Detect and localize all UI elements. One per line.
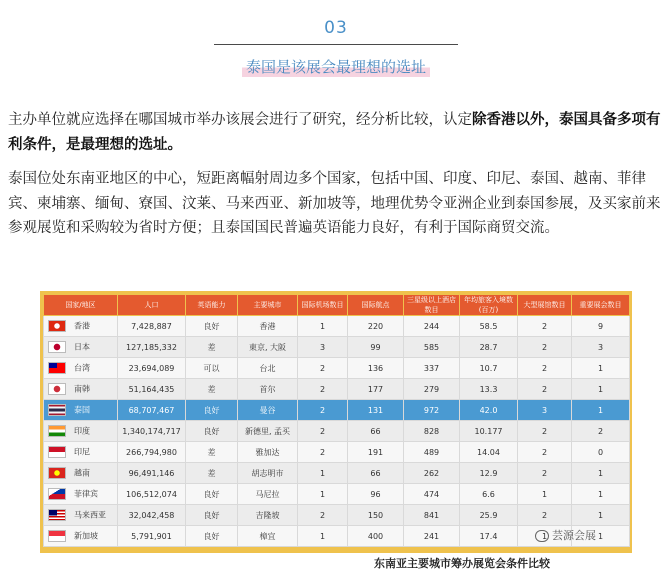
- table-cell: 1: [572, 400, 630, 421]
- vn-flag-icon: [48, 467, 66, 479]
- country-cell: [44, 463, 118, 484]
- table-cell: 台北: [238, 358, 298, 379]
- table-cell: 2: [298, 442, 348, 463]
- country-name: 日本: [74, 342, 90, 352]
- column-header: 大型展馆数目: [518, 295, 572, 316]
- table-cell: 1,340,174,717: [118, 421, 186, 442]
- my-flag-icon: [48, 509, 66, 521]
- table-row: [44, 358, 630, 379]
- column-header: 人口: [118, 295, 186, 316]
- table-cell: 150: [348, 505, 404, 526]
- table-cell: 10.7: [460, 358, 518, 379]
- table-cell: 1: [518, 526, 572, 547]
- table-cell: 241: [404, 526, 460, 547]
- watermark: [535, 527, 596, 543]
- table-cell: 2: [298, 400, 348, 421]
- table-cell: 差: [186, 379, 238, 400]
- section-title-text: 泰国是该展会最理想的选址: [242, 56, 430, 77]
- table-cell: 2: [298, 379, 348, 400]
- country-name: 印度: [74, 426, 90, 436]
- thailand-paragraph: 泰国位处东南亚地区的中心，短距离幅射周边多个国家，包括中国、印度、印尼、泰国、越南、菲律宾、柬埔寨、缅甸、寮国、汶莱、马来西亚、新加坡等，地理优势令亚洲企业到泰国参展，及买家前来参观展览和采购较为省时方便；且泰国国民普遍英语能力良好，有利于国际商贸交流。: [8, 171, 661, 236]
- table-cell: 191: [348, 442, 404, 463]
- table-cell: 首尔: [238, 379, 298, 400]
- table-row: [44, 379, 630, 400]
- table-cell: 1: [298, 463, 348, 484]
- table-cell: 1: [298, 526, 348, 547]
- table-cell: 828: [404, 421, 460, 442]
- table-cell: 131: [348, 400, 404, 421]
- table-cell: 3: [572, 337, 630, 358]
- id-flag-icon: [48, 446, 66, 458]
- table-cell: 東京, 大阪: [238, 337, 298, 358]
- country-cell: [44, 379, 118, 400]
- table-cell: 1: [298, 316, 348, 337]
- country-name: 台湾: [74, 363, 90, 373]
- column-header: 主要城市: [238, 295, 298, 316]
- table-cell: 2: [518, 463, 572, 484]
- sg-flag-icon: [48, 530, 66, 542]
- wechat-icon: [535, 530, 549, 542]
- table-cell: 差: [186, 337, 238, 358]
- watermark-text: 芸源会展: [552, 529, 596, 542]
- table-cell: 10.177: [460, 421, 518, 442]
- table-cell: 7,428,887: [118, 316, 186, 337]
- comparison-table-panel: [40, 291, 632, 553]
- country-name: 马来西亚: [74, 510, 106, 520]
- table-cell: 1: [572, 379, 630, 400]
- table-cell: 曼谷: [238, 400, 298, 421]
- table-cell: 127,185,332: [118, 337, 186, 358]
- table-cell: 2: [298, 358, 348, 379]
- table-cell: 2: [518, 505, 572, 526]
- table-row-highlighted: [44, 400, 630, 421]
- table-cell: 樟宜: [238, 526, 298, 547]
- table-cell: 良好: [186, 400, 238, 421]
- country-name: 香港: [74, 321, 90, 331]
- table-cell: 13.3: [460, 379, 518, 400]
- country-cell: [44, 484, 118, 505]
- table-cell: 585: [404, 337, 460, 358]
- country-cell: [44, 337, 118, 358]
- table-header-row: [44, 295, 630, 316]
- country-cell: [44, 442, 118, 463]
- table-cell: 106,512,074: [118, 484, 186, 505]
- table-cell: 177: [348, 379, 404, 400]
- country-name: 印尼: [74, 447, 90, 457]
- table-cell: 66: [348, 421, 404, 442]
- section-title: [0, 56, 672, 77]
- table-cell: 3: [518, 400, 572, 421]
- table-row: [44, 484, 630, 505]
- table-cell: 2: [298, 421, 348, 442]
- table-cell: 28.7: [460, 337, 518, 358]
- table-cell: 23,694,089: [118, 358, 186, 379]
- table-cell: 1: [572, 358, 630, 379]
- section-number: 03: [324, 18, 348, 38]
- table-cell: 66: [348, 463, 404, 484]
- country-cell: [44, 505, 118, 526]
- table-cell: 2: [518, 337, 572, 358]
- table-cell: 2: [572, 421, 630, 442]
- country-name: 南韩: [74, 384, 90, 394]
- table-cell: 6.6: [460, 484, 518, 505]
- table-cell: 96,491,146: [118, 463, 186, 484]
- hk-flag-icon: [48, 320, 66, 332]
- th-flag-icon: [48, 404, 66, 416]
- intro-bold-text: 除香港以外，泰国具备多项有利条件，是最理想的选址。: [8, 112, 661, 153]
- table-cell: 474: [404, 484, 460, 505]
- table-cell: 良好: [186, 526, 238, 547]
- table-cell: 9: [572, 316, 630, 337]
- table-cell: 0: [572, 442, 630, 463]
- table-cell: 1: [572, 463, 630, 484]
- table-row: [44, 442, 630, 463]
- table-cell: 良好: [186, 316, 238, 337]
- table-cell: 胡志明市: [238, 463, 298, 484]
- table-cell: 17.4: [460, 526, 518, 547]
- country-cell: [44, 316, 118, 337]
- tw-flag-icon: [48, 362, 66, 374]
- intro-paragraph: [8, 108, 666, 157]
- table-row: [44, 505, 630, 526]
- table-cell: 841: [404, 505, 460, 526]
- table-cell: 2: [518, 379, 572, 400]
- column-header: 年均旅客入境数(百万): [460, 295, 518, 316]
- table-cell: 良好: [186, 421, 238, 442]
- table-cell: 262: [404, 463, 460, 484]
- table-cell: 25.9: [460, 505, 518, 526]
- table-row: [44, 316, 630, 337]
- table-cell: 244: [404, 316, 460, 337]
- table-cell: 136: [348, 358, 404, 379]
- table-cell: 新德里, 孟买: [238, 421, 298, 442]
- kr-flag-icon: [48, 383, 66, 395]
- table-cell: 1: [572, 484, 630, 505]
- table-row: [44, 337, 630, 358]
- table-cell: 279: [404, 379, 460, 400]
- table-cell: 差: [186, 442, 238, 463]
- table-cell: 1: [572, 526, 630, 547]
- table-cell: 266,794,980: [118, 442, 186, 463]
- ph-flag-icon: [48, 488, 66, 500]
- column-header: 国际机场数目: [298, 295, 348, 316]
- country-name: 菲律宾: [74, 489, 98, 499]
- table-cell: 96: [348, 484, 404, 505]
- table-cell: 2: [518, 316, 572, 337]
- table-cell: 12.9: [460, 463, 518, 484]
- table-cell: 2: [518, 358, 572, 379]
- table-cell: 1: [298, 484, 348, 505]
- table-cell: 58.5: [460, 316, 518, 337]
- table-cell: 2: [518, 421, 572, 442]
- country-name: 越南: [74, 468, 90, 478]
- table-cell: 吉隆坡: [238, 505, 298, 526]
- table-cell: 14.04: [460, 442, 518, 463]
- country-cell: [44, 358, 118, 379]
- table-cell: 42.0: [460, 400, 518, 421]
- table-cell: 99: [348, 337, 404, 358]
- table-cell: 1: [518, 484, 572, 505]
- table-cell: 3: [298, 337, 348, 358]
- column-header: 国际航点: [348, 295, 404, 316]
- table-cell: 400: [348, 526, 404, 547]
- table-cell: 337: [404, 358, 460, 379]
- table-cell: 差: [186, 463, 238, 484]
- title-divider: [214, 44, 458, 45]
- table-cell: 香港: [238, 316, 298, 337]
- column-header: 三星级以上酒店数目: [404, 295, 460, 316]
- country-name: 泰国: [74, 405, 90, 415]
- comparison-table: [43, 294, 630, 547]
- intro-lead-text: 主办单位就应选择在哪国城市举办该展会进行了研究，经分析比较，认定: [8, 112, 472, 128]
- table-cell: 良好: [186, 505, 238, 526]
- country-name: 新加坡: [74, 531, 98, 541]
- in-flag-icon: [48, 425, 66, 437]
- jp-flag-icon: [48, 341, 66, 353]
- table-cell: 1: [572, 505, 630, 526]
- column-header: 重要展会数目: [572, 295, 630, 316]
- table-cell: 220: [348, 316, 404, 337]
- table-caption: 东南亚主要城市筹办展览会条件比较: [374, 557, 550, 570]
- table-cell: 雅加达: [238, 442, 298, 463]
- table-cell: 良好: [186, 484, 238, 505]
- table-cell: 可以: [186, 358, 238, 379]
- table-cell: 2: [518, 442, 572, 463]
- table-body: [44, 316, 630, 547]
- table-cell: 972: [404, 400, 460, 421]
- table-row: [44, 463, 630, 484]
- country-cell: [44, 421, 118, 442]
- table-row: [44, 421, 630, 442]
- country-cell: [44, 400, 118, 421]
- column-header: 英语能力: [186, 295, 238, 316]
- table-cell: 5,791,901: [118, 526, 186, 547]
- table-cell: 68,707,467: [118, 400, 186, 421]
- table-cell: 马尼拉: [238, 484, 298, 505]
- table-cell: 2: [298, 505, 348, 526]
- country-cell: [44, 526, 118, 547]
- table-cell: 32,042,458: [118, 505, 186, 526]
- table-cell: 51,164,435: [118, 379, 186, 400]
- table-cell: 489: [404, 442, 460, 463]
- column-header: 国家/地区: [44, 295, 118, 316]
